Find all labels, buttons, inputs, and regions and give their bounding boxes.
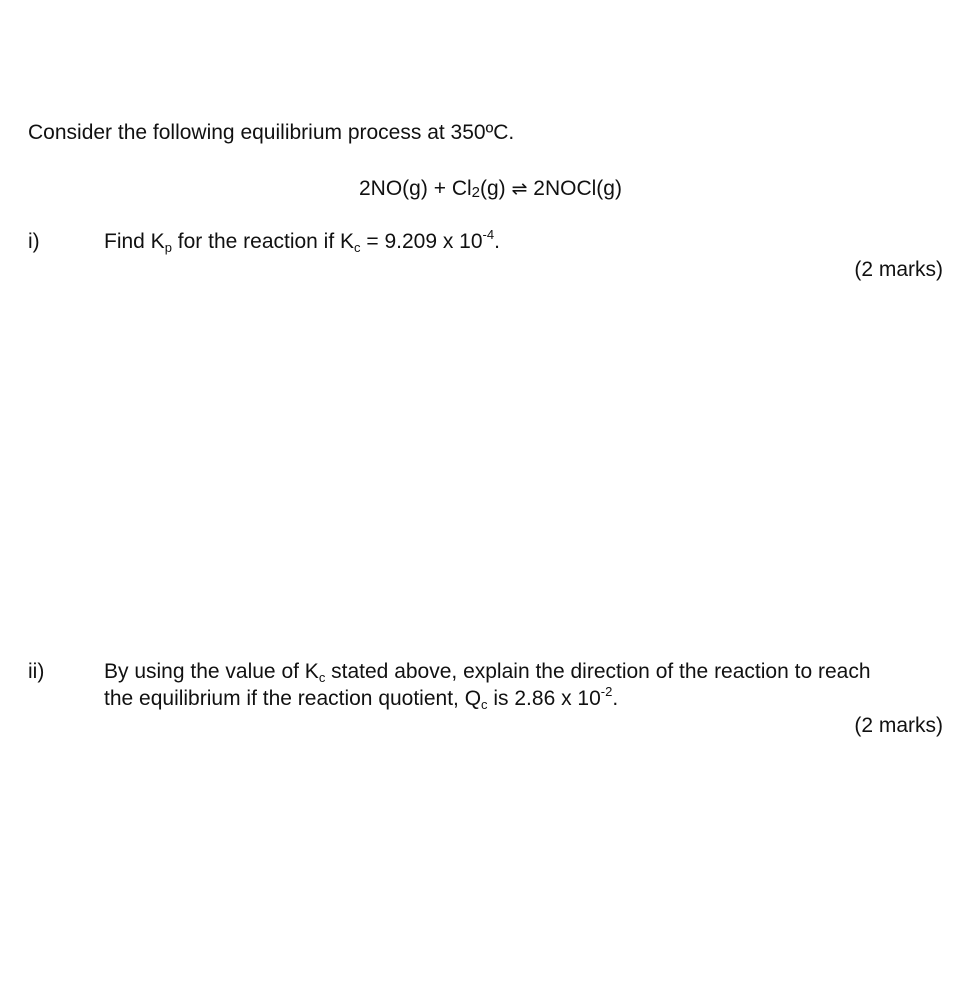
chemical-equation: [359, 175, 622, 202]
question-1-number: i): [28, 230, 40, 253]
equation-product: 2NOCl(g): [533, 177, 622, 200]
question-1-marks: (2 marks): [854, 258, 943, 281]
question-2-text: [104, 658, 871, 712]
question-1-text: Find $K_p$ for the reaction if $K_c = 9.209$ x $10^{-4}$.: [104, 227, 500, 255]
question-2-marks: (2 marks): [854, 714, 943, 737]
intro-text: Consider the following equilibrium process at 350ºC.: [28, 121, 515, 144]
question-2-line-2: the equilibrium if the reaction quotient, $Q_c$ is 2.86 x $10^{-2}$.: [104, 684, 619, 712]
equation-plus: +: [433, 177, 446, 200]
intro-statement: [28, 119, 514, 146]
question-2-line-1: By using the value of $K_c$ stated above, explain the direction of the reaction to reach: [104, 660, 871, 685]
equation-reactant-1: 2NO(g): [359, 177, 428, 200]
equation-reactant-2: $Cl_2(g)$: [451, 177, 506, 201]
question-2-number: ii): [28, 660, 45, 683]
equilibrium-arrow: ⇌: [511, 178, 528, 200]
